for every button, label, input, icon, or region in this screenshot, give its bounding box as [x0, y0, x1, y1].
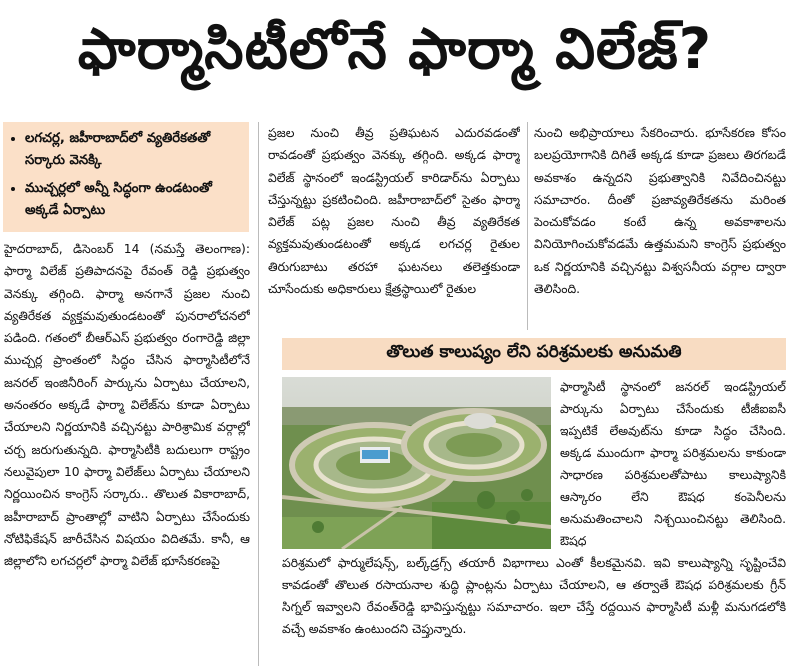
highlight-item: • ముచ్చర్లలో అన్నీ సిద్ధంగా ఉండటంతో అక్కడే ఏర్పాటు [25, 178, 243, 222]
aerial-photo [282, 377, 551, 549]
highlights-box [3, 122, 249, 232]
article-column-4 [560, 376, 786, 552]
article-text: నుంచి అభిప్రాయాలు సేకరించారు. భూసేకరణ కోసం బలప్రయోగానికి దిగితే అక్కడ కూడా ప్రజలు తిరగబడే అవకాశం ఉన్నదని ప్రభుత్వానికి నివేదించినట్టు సమాచారం. దీంతో ప్రజావ్యతిరేకతను మరింత పెంచుకోవడం కంటే ఉన్న అవకాశాలను వినియోగించుకోవడమే ఉత్తమమని కాంగ్రెస్ ప్రభుత్వం ఒక నిర్ణయానికి వచ్చినట్టు విశ్వసనీయ వర్గాల ద్వారా తెలిసింది. [534, 126, 786, 297]
highlight-item: • లగచర్ల, జహీరాబాద్‌లో వ్యతిరేకతతో సర్కారు వెనక్కి [25, 128, 243, 172]
article-column-2 [268, 122, 520, 330]
article-text: పరిశ్రమలో ఫార్ములేషన్స్, బల్క్‌డ్రగ్స్ తయారీ విభాగాలు ఎంతో కీలకమైనవి. ఇవి కాలుష్యాన్ని సృష్టించేవి కావడంతో తొలుత రసాయనాల శుద్ధి ప్లాంట్లను ఏర్పాటు చేయాలని, ఆ తర్వాతే ఔషధ పరిశ్రమలకు గ్రీన్ సిగ్నల్ ఇవ్వాలని రేవంత్‌రెడ్డి భావిస్తున్నట్టు సమాచారం. ఇలా చేస్తే రద్దయిన ఫార్మాసిటీ మళ్లీ మనుగడలోకి వచ్చే అవకాశం ఉంటుందని చెప్తున్నారు. [282, 556, 786, 636]
column-divider [258, 122, 259, 666]
article-text: హైదరాబాద్, డిసెంబర్ 14 (నమస్తే తెలంగాణ): ఫార్మా విలేజ్ ప్రతిపాదనపై రేవంత్ రెడ్డి ప్రభుత్వం వెనక్కు తగ్గింది. ఫార్మా అనగానే ప్రజల నుంచి వ్యతిరేకత వ్యక్తమవుతుండటంతో పునరాలోచనలో పడింది. గతంలో బీఆర్ఎస్ ప్రభుత్వం రంగారెడ్డి జిల్లా ముచ్చర్ల ప్రాంతంలో సిద్ధం చేసిన ఫార్మాసిటీలోనే జనరల్ ఇంజినీరింగ్ పార్కును ఏర్పాటు చేయాలని, అనంతరం అక్కడే ఫార్మా విలేజ్‌ను కూడా ఏర్పాటు చేయాలని నిర్ణయానికి వచ్చినట్టు పారిశ్రామిక వర్గాల్లో చర్చ జరుగుతున్నది. ఫార్మాసిటీకి బదులుగా రాష్ట్రం నలువైపులా 10 ఫార్మా విలేజ్‌లు ఏర్పాటు చేయాలని నిర్ణయించిన కాంగ్రెస్ సర్కారు.. తొలుత వికారాబాద్, జహీరాబాద్ ప్రాంతాల్లో వాటిని ఏర్పాటు చేసేందుకు నోటిఫికేషన్ జారీచేసిన విషయం విదితమే. కానీ, ఆ జిల్లాలోని లగచర్లలో ఫార్మా విలేజ్ భూసేకరణపై [4, 242, 250, 569]
subheading: తొలుత కాలుష్యం లేని పరిశ్రమలకు అనుమతి [282, 338, 786, 370]
pharma-city-aerial-image [282, 377, 551, 549]
article-column-1 [4, 238, 250, 666]
article-column-3 [534, 122, 786, 330]
article-text: ఫార్మాసిటీ స్థానంలో జనరల్ ఇండస్ట్రియల్ పార్కును ఏర్పాటు చేసేందుకు టీజీఐఐసీ ఇప్పటికే లేఅవుట్‌ను కూడా సిద్ధం చేసింది. అక్కడ ముందుగా ఫార్మా పరిశ్రమలను కాకుండా సాధారణ పరిశ్రమలతోపాటు కాలుష్యానికి ఆస్కారం లేని ఔషధ కంపెనీలను అనుమతించాలని నిశ్చయించినట్టు తెలిసింది. ఔషధ [560, 380, 786, 548]
article-column-5 [282, 552, 786, 666]
column-divider [527, 122, 528, 330]
article-text: ప్రజల నుంచి తీవ్ర ప్రతిఘటన ఎదురవడంతో రావడంతో ప్రభుత్వం వెనక్కు తగ్గింది. అక్కడ ఫార్మా విలేజ్ స్థానంలో ఇండస్ట్రియల్ కారిడార్‌ను ఏర్పాటు చేస్తున్నట్టు ప్రకటించింది. జహీరాబాద్‌లో సైతం ఫార్మా విలేజ్ పట్ల ప్రజల నుంచి తీవ్ర వ్యతిరేకత వ్యక్తమవుతుండటంతో అక్కడ లగచర్ల రైతుల తిరుగుబాటు తరహా ఘటనలు తలెత్తకుండా చూసేందుకు అధికారులు క్షేత్రస్థాయిలో రైతుల [268, 126, 520, 297]
headline: ఫార్మాసిటీలోనే ఫార్మా విలేజ్? [77, 16, 713, 82]
